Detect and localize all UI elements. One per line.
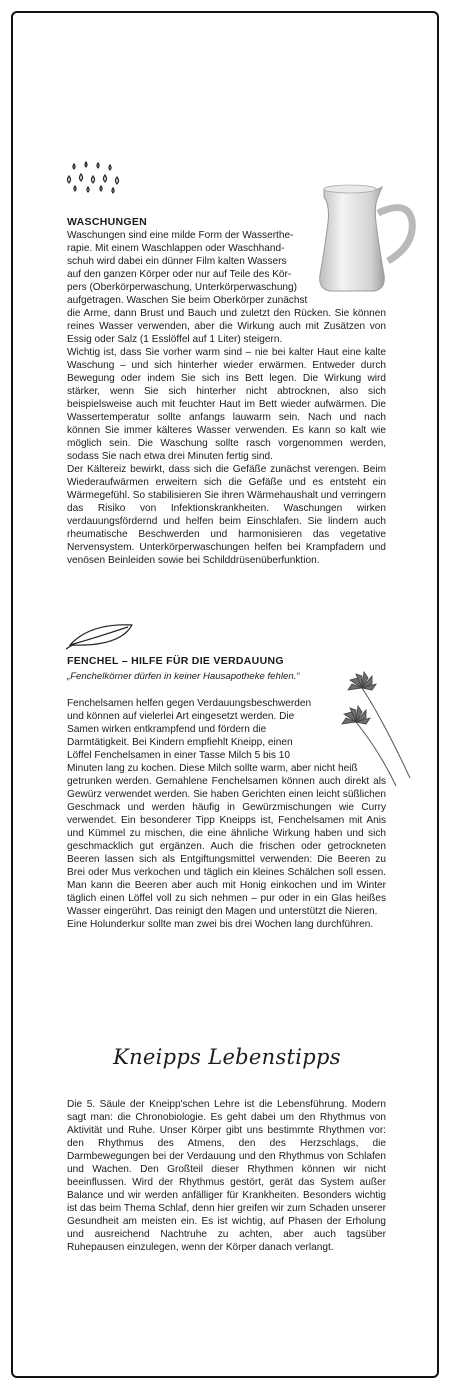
paragraph: Die 5. Säule der Kneipp'schen Lehre ist die Lebensführung. Modern sagt man: die Chronobiologie. Es geht dabei um den Rhythmus von Aktivität und Ruhe. Unser Körper gibt uns bestimmte Rhythmen vor: den Rhythmus des Atmens, den des Herzschlags, die Darmbewegungen bei der Verdauung und den Rhythmus von Schlafen und Wachen. Den Großteil dieser Rhythmen können wir nicht beeinflussen. Wird der Rhythmus gestört, gerät das System außer Balance und wir werden anfälliger für Krankheiten. Besonders wichtig ist das beim Thema Schlaf, denn hier greifen wir zum Schaden unserer Gesundheit am meisten ein. Es ist wichtig, auf Phasen der Erholung und ausreichend Nachtruhe zu achten, aber auch tagsüber Ruhepausen einzulegen, wenn der Körper danach verlangt.	[67, 1099, 386, 1253]
leaf-icon	[66, 619, 138, 653]
waschungen-body	[67, 307, 386, 567]
waschungen-intro-lines	[67, 229, 328, 307]
fenchel-intro-lines	[67, 697, 358, 775]
text-line: Löffel Fenchelsamen in einer Tasse Milch 5 bis 10	[67, 750, 290, 761]
text-line: Fenchelsamen helfen gegen Verdauungsbeschwerden	[67, 698, 312, 709]
text-line: schuh wird dabei ein dünner Film kalten Wassers	[67, 256, 287, 267]
paragraph: Wichtig ist, dass Sie vorher warm sind – nie bei kalter Haut eine kalte Waschung – und sich hinterher wieder erwärmen. Entweder durch Bewegung oder indem Sie sich ins Bett legen. Die Wirkung wird stärker, wenn Sie sich hinterher nicht abtrocknen, also sich beispielsweise auch mit feuchter Haut im Bett wieder aufwärmen. Die Wassertemperatur sollte anfangs lauwarm sein. Nach und nach können Sie immer kälteres Wasser verwenden. Es kann so kalt wie möglich sein. Die Waschung sollte rasch vorgenommen werden, sodass Sie nach etwa drei Minuten fertig sind.	[67, 347, 386, 462]
section-heading-waschungen: WASCHUNGEN	[67, 216, 148, 228]
text-line: Minuten lang zu kochen. Diese Milch sollte warm, aber nicht heiß	[67, 763, 358, 774]
text-line: pers (Oberkörperwaschung, Unterkörperwaschung)	[67, 282, 298, 293]
text-line: aufgetragen. Waschen Sie beim Oberkörper zunächst	[67, 295, 308, 306]
paragraph: Eine Holunderkur sollte man zwei bis drei Wochen lang durchführen.	[67, 919, 374, 930]
text-line: Darmtätigkeit. Bei Kindern empfiehlt Kneipp, einen	[67, 737, 293, 748]
text-line: Samen wirken entkrampfend und fördern die	[67, 724, 267, 735]
text-line: rapie. Mit einem Waschlappen oder Waschhand-	[67, 243, 285, 254]
jug-image	[316, 183, 418, 295]
lebenstipps-body	[67, 1098, 386, 1254]
section-title-lebenstipps: Kneipps Lebenstipps	[113, 1045, 341, 1069]
paragraph: getrunken werden. Gemahlene Fenchelsamen können auch direkt als Gewürz verwendet werden. Sie haben Gerichten einen leicht süßlichen Geschmack und werden häufig in Gewürzmischungen wie Curry verwendet. Ein besonderer Tipp Kneipps ist, Fenchelsamen mit Anis und Kümmel zu mischen, die eine ähnliche Wirkung haben und sich geschmacklich gut ergänzen. Auch die frischen oder getrockneten Beeren lassen sich als Entgiftungsmittel verwenden: Die Beeren zu Brei oder Mus verkochen und täglich ein kleines Schälchen soll essen. Man kann die Beeren aber auch mit Honig einkochen und im Winter täglich einen Löffel voll zu sich nehmen – pur oder in ein Glas heißes Wasser eingerührt. Das reinigt den Magen und unterstützt die Nieren.	[67, 776, 386, 917]
section-heading-fenchel: FENCHEL – HILFE FÜR DIE VERDAUUNG	[67, 655, 284, 667]
text-line: auf den ganzen Körper oder nur auf Teile des Kör-	[67, 269, 292, 280]
text-line: und können auf vielerlei Art eingesetzt werden. Die	[67, 711, 295, 722]
paragraph: die Arme, dann Brust und Bauch und zuletzt den Rücken. Sie können reines Wasser verwenden, aber die Wirkung auch mit Zusätzen von Essig oder Salz (1 Esslöffel auf 1 Liter) steigern.	[67, 308, 386, 345]
water-drops-icon	[64, 160, 126, 196]
fenchel-quote: „Fenchelkörner dürfen in keiner Hausapotheke fehlen.“	[67, 671, 300, 682]
fenchel-body	[67, 775, 386, 931]
paragraph: Der Kältereiz bewirkt, dass sich die Gefäße zunächst verengen. Beim Wiederaufwärmen erweitern sich die Gefäße und es entsteht ein Wärmegefühl. So stabilisieren Sie ihren Wärmehaushalt und verringern das Risiko von Infektionskrankheiten. Waschungen wirken verdauungsfördernd und helfen beim Einschlafen. Sie lindern auch rheumatische Beschwerden und harmonisieren das vegetative Nervensystem. Unterkörperwaschungen helfen bei Krampfadern und venösen Beinleiden sowie bei Schilddrüsenüberfunktion.	[67, 464, 386, 566]
text-line: Waschungen sind eine milde Form der Wasserthe-	[67, 230, 294, 241]
